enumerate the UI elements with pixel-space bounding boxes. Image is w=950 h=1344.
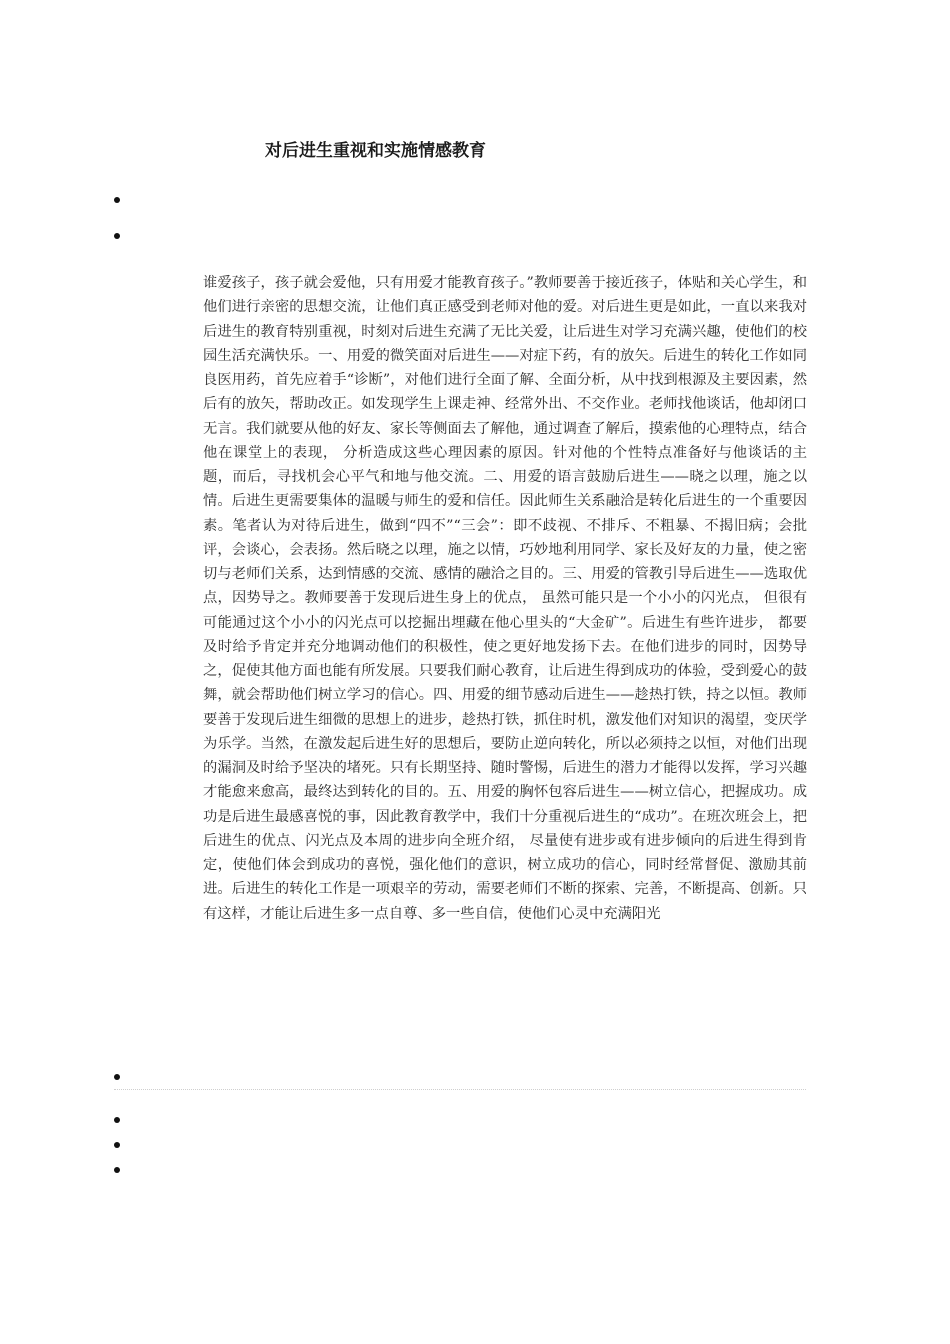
list-bullet <box>114 1117 120 1123</box>
list-bullet <box>114 1074 120 1080</box>
list-bullet <box>114 233 120 239</box>
page-title: 对后进生重视和实施情感教育 <box>265 141 486 161</box>
list-bullet <box>114 1142 120 1148</box>
divider <box>114 1089 806 1090</box>
list-bullet <box>114 197 120 203</box>
list-bullet <box>114 1167 120 1173</box>
article-body: 谁爱孩子，孩子就会爱他，只有用爱才能教育孩子。”教师要善于接近孩子，体贴和关心学生，和他们进行亲密的思想交流，让他们真正感受到老师对他的爱。对后进生更是如此，一直以来我对后进生的教育特别重视，时刻对后进生充满了无比关爱，让后进生对学习充满兴趣，使他们的校园生活充满快乐。一、用爱的微笑面对后进生——对症下药，有的放矢。后进生的转化工作如同良医用药，首先应着手“诊断”，对他们进行全面了解、全面分析，从中找到根源及主要因素，然后有的放矢，帮助改正。如发现学生上课走神、经常外出、不交作业。老师找他谈话，他却闭口无言。我们就要从他的好友、家长等侧面去了解他，通过调查了解后，摸索他的心理特点，结合他在课堂上的表现， 分析造成这些心理因素的原因。针对他的个性特点准备好与他谈话的主题，而后，寻找机会心平气和地与他交流。二、用爱的语言鼓励后进生——晓之以理，施之以情。后进生更需要集体的温暖与师生的爱和信任。因此师生关系融洽是转化后进生的一个重要因素。笔者认为对待后进生，做到“四不”“三会”：即不歧视、不排斥、不粗暴、不揭旧病；会批评，会谈心，会表扬。然后晓之以理，施之以情，巧妙地利用同学、家长及好友的力量，使之密切与老师们关系，达到情感的交流、感情的融洽之目的。三、用爱的管教引导后进生——选取优点，因势导之。教师要善于发现后进生身上的优点， 虽然可能只是一个小小的闪光点， 但很有可能通过这个小小的闪光点可以挖掘出埋藏在他心里头的“大金矿”。后进生有些许进步， 都要及时给予肯定并充分地调动他们的积极性，使之更好地发扬下去。在他们进步的同时，因势导之，促使其他方面也能有所发展。只要我们耐心教育，让后进生得到成功的体验，受到爱心的鼓舞，就会帮助他们树立学习的信心。四、用爱的细节感动后进生——趁热打铁，持之以恒。教师要善于发现后进生细微的思想上的进步，趁热打铁，抓住时机，激发他们对知识的渴望，变厌学为乐学。当然，在激发起后进生好的思想后，要防止逆向转化，所以必须持之以恒，对他们出现的漏洞及时给予坚决的堵死。只有长期坚持、随时警惕，后进生的潜力才能得以发挥，学习兴趣才能愈来愈高，最终达到转化的目的。五、用爱的胸怀包容后进生——树立信心，把握成功。成功是后进生最感喜悦的事，因此教育教学中，我们十分重视后进生的“成功”。在班次班会上，把后进生的优点、闪光点及本周的进步向全班介绍， 尽量使有进步或有进步倾向的后进生得到肯定，使他们体会到成功的喜悦，强化他们的意识，树立成功的信心，同时经常督促、激励其前进。后进生的转化工作是一项艰辛的劳动，需要老师们不断的探索、完善，不断提高、创新。只有这样，才能让后进生多一点自尊、多一些自信，使他们心灵中充满阳光 <box>203 275 807 922</box>
